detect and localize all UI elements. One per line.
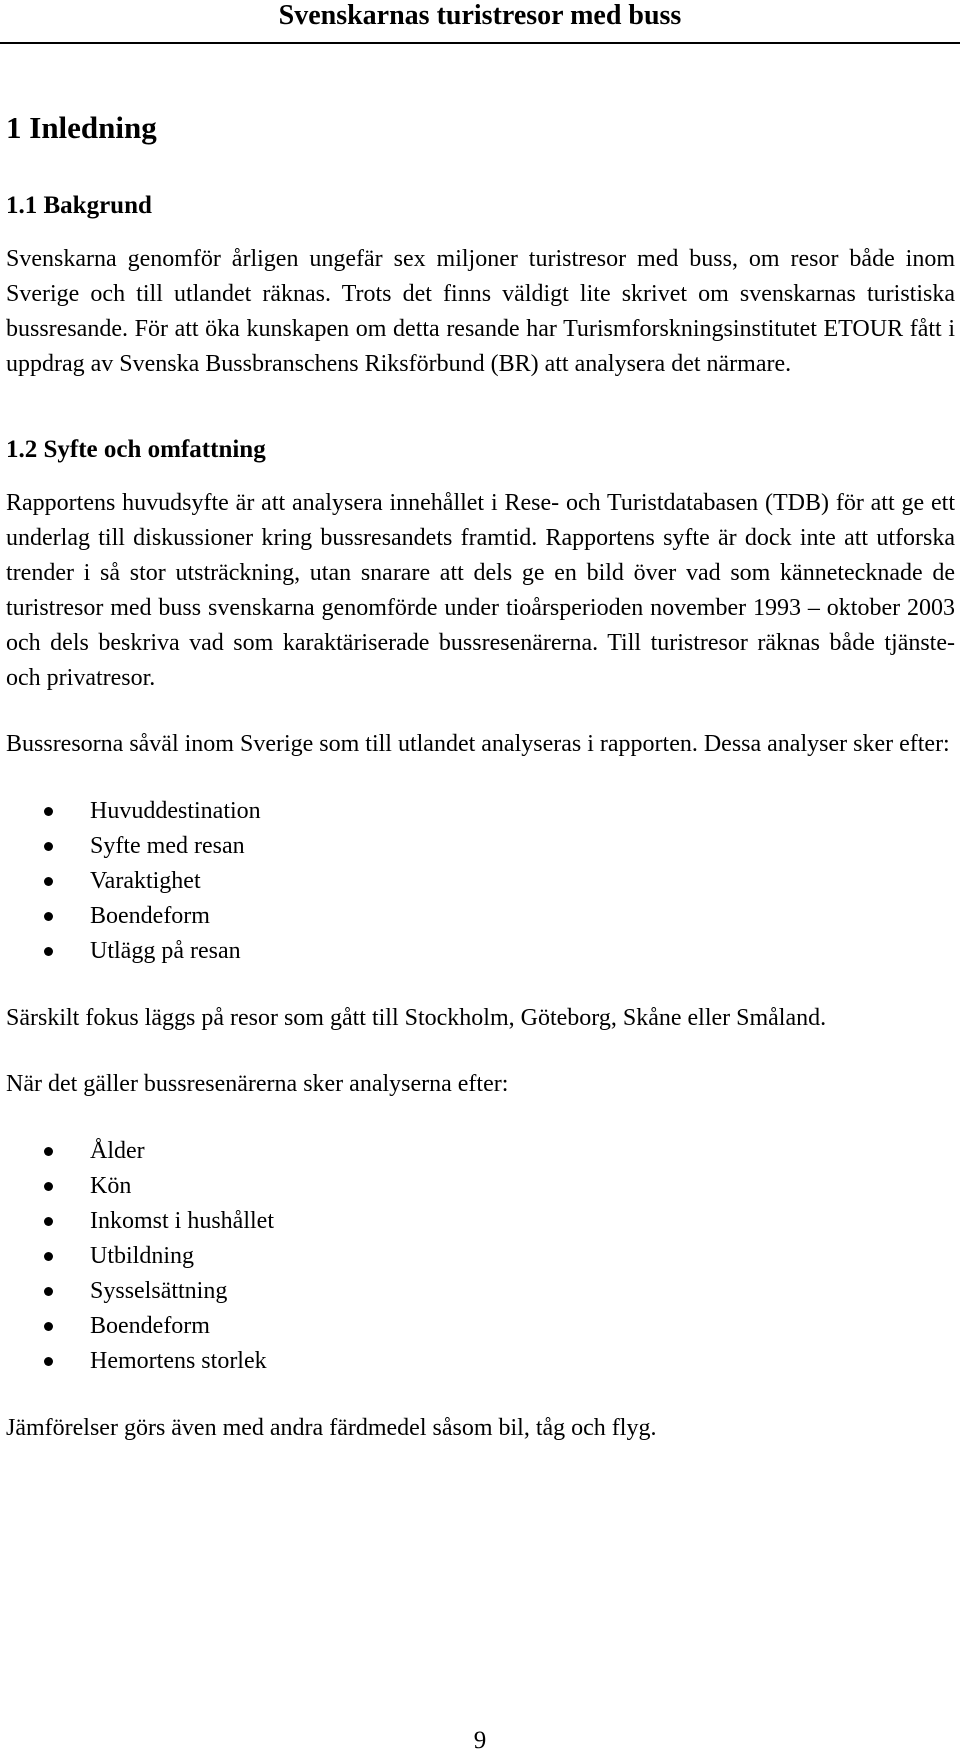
paragraph-fokus: Särskilt fokus läggs på resor som gått till Stockholm, Göteborg, Skåne eller Småland. [6, 1005, 827, 1031]
section-heading-bakgrund: 1.1 Bakgrund [6, 192, 152, 219]
page-body [6, 108, 955, 1446]
section-heading-syfte: 1.2 Syfte och omfattning [6, 436, 266, 463]
list-item: Ålder [6, 1134, 955, 1169]
chapter-heading: 1 Inledning [6, 110, 157, 145]
paragraph-huvudsyfte: Rapportens huvudsyfte är att analysera innehållet i Rese- och Turistdatabasen (TDB) för att ge ett underlag till diskussioner kring bussresandets framtid. Rapportens syfte är dock inte att utforska trender i så stor utsträckning, utan snarare att dels ge en bild över vad som kännetecknade de turistresor med buss svenskarna genomförde under tioårsperioden november 1993 – oktober 2003 och dels beskriva vad som karaktäriserade bussresenärerna. Till turistresor räknas både tjänste- och privatresor. [6, 490, 955, 691]
list-item: Hemortens storlek [6, 1344, 955, 1379]
paragraph-jamforelser: Jämförelser görs även med andra färdmedel såsom bil, tåg och flyg. [6, 1415, 657, 1441]
paragraph-bussresenarerna: När det gäller bussresenärerna sker analyserna efter: [6, 1071, 509, 1097]
list-item: Utbildning [6, 1239, 955, 1274]
list-item: Boendeform [6, 1309, 955, 1344]
list-item: Utlägg på resan [6, 934, 955, 969]
list-item: Boendeform [6, 899, 955, 934]
paragraph-bakgrund: Svenskarna genomför årligen ungefär sex miljoner turistresor med buss, om resor både inom Sverige och till utlandet räknas. Trots det finns väldigt lite skrivet om svenskarnas turistiska bussresande. För att öka kunskapen om detta resande har Turismforskningsinstitutet ETOUR fått i uppdrag av Svenska Bussbranschens Riksförbund (BR) att analysera det närmare. [6, 246, 955, 377]
list-item: Syfte med resan [6, 829, 955, 864]
running-header: Svenskarnas turistresor med buss [278, 0, 682, 31]
page-number: 9 [473, 1727, 487, 1754]
analysis-list-trips [6, 794, 955, 969]
header-rule [0, 42, 960, 44]
analysis-list-travellers [6, 1134, 955, 1379]
list-item: Kön [6, 1169, 955, 1204]
list-item: Inkomst i hushållet [6, 1204, 955, 1239]
list-item: Sysselsättning [6, 1274, 955, 1309]
list-item: Huvuddestination [6, 794, 955, 829]
paragraph-bussresorna: Bussresorna såväl inom Sverige som till utlandet analyseras i rapporten. Dessa analyser sker efter: [6, 731, 950, 757]
list-item: Varaktighet [6, 864, 955, 899]
